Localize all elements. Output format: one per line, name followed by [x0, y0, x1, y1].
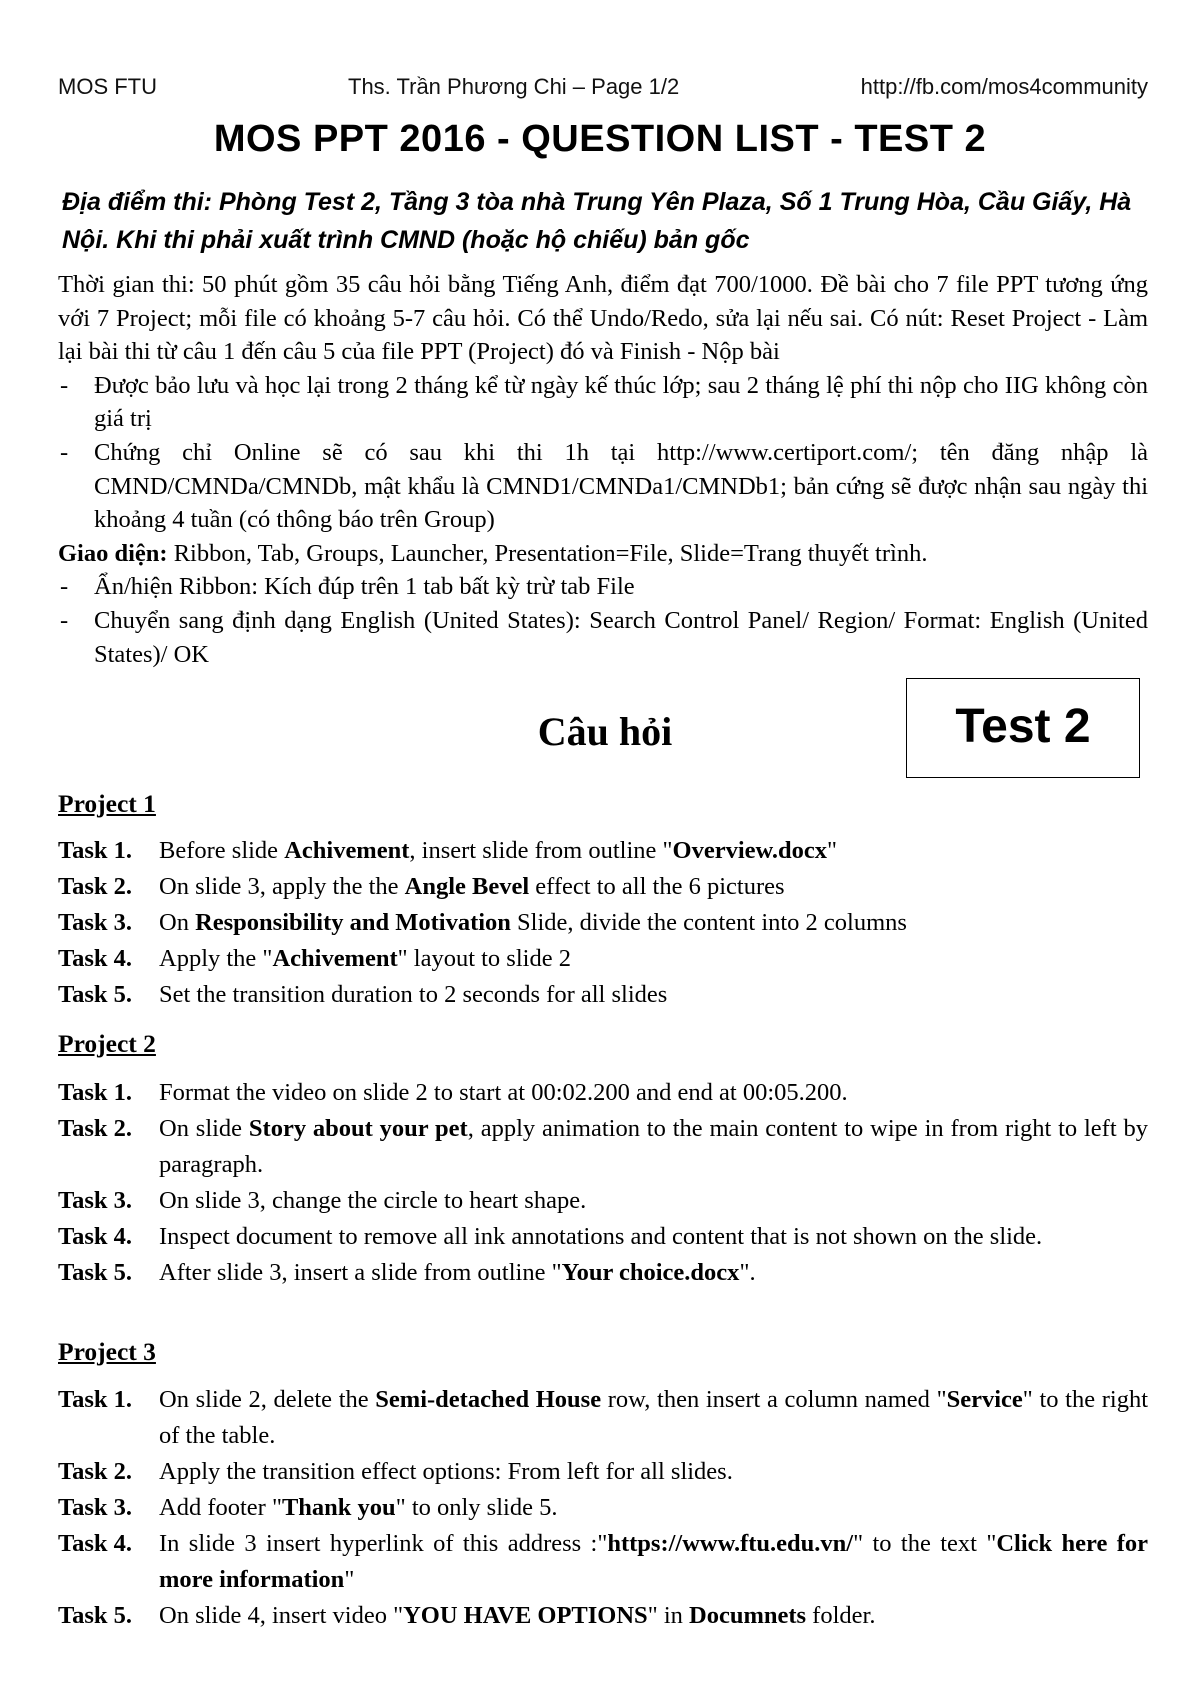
test-label-box: Test 2 [906, 678, 1140, 778]
task-text: In slide 3 insert hyperlink of this address :" [159, 1530, 608, 1557]
task-label: Task 3. [58, 1187, 133, 1214]
header-right: http://fb.com/mos4community [860, 74, 1148, 99]
task-item [58, 1183, 1148, 1219]
project-3 [58, 1334, 1148, 1634]
task-item [58, 869, 1148, 905]
task-item [58, 1382, 1148, 1454]
bullet-item: - Ẩn/hiện Ribbon: Kích đúp trên 1 tab bất kỳ trừ tab File [60, 573, 635, 601]
task-keyword: Click here for more information [159, 1530, 1148, 1593]
task-text: On slide 2, delete the [159, 1386, 376, 1413]
task-label: Task 5. [58, 1602, 133, 1629]
task-keyword: Thank you [281, 1494, 396, 1521]
task-item [58, 1598, 1148, 1634]
task-keyword: Service [946, 1386, 1023, 1413]
task-item [58, 1219, 1148, 1255]
task-text: Before slide [159, 837, 285, 864]
task-keyword: Semi-detached House [375, 1386, 602, 1413]
project-heading: Project 3 [58, 1337, 156, 1366]
bullet-item: - Được bảo lưu và học lại trong 2 tháng kể từ ngày kế thúc lớp; sau 2 tháng lệ phí thi nộp cho IIG không còn giá trị [60, 371, 1148, 433]
project-heading: Project 2 [58, 1029, 156, 1058]
task-text: On slide 3, apply the the [159, 873, 405, 900]
task-text: Add footer " [159, 1494, 282, 1521]
task-text: folder. [806, 1602, 876, 1629]
bullet-item: - Chuyển sang định dạng English (United States): Search Control Panel/ Region/ Format: English (United States)/ OK [60, 606, 1148, 668]
task-item [58, 1454, 1148, 1490]
task-text: " [826, 837, 837, 864]
task-item [58, 941, 1148, 977]
task-text: On slide [159, 1115, 249, 1142]
task-keyword: Angle Bevel [404, 873, 530, 900]
task-text: " [344, 1566, 355, 1593]
task-keyword: Achivement [272, 945, 398, 972]
task-label: Task 1. [58, 1079, 133, 1106]
task-text: row, then insert a column named " [601, 1386, 947, 1413]
task-label: Task 2. [58, 873, 133, 900]
task-label: Task 1. [58, 837, 133, 864]
task-item [58, 1526, 1148, 1598]
task-text: On slide 3, change the circle to heart shape. [159, 1187, 587, 1214]
task-text: " layout to slide 2 [397, 945, 571, 972]
task-item [58, 1075, 1148, 1111]
project-heading: Project 1 [58, 789, 156, 818]
section-heading: Câu hỏi [537, 709, 673, 754]
task-text: Apply the transition effect options: From left for all slides. [159, 1458, 733, 1485]
interface-line: Giao diện: Ribbon, Tab, Groups, Launcher, Presentation=File, Slide=Trang thuyết trình. [58, 539, 928, 567]
document-title: MOS PPT 2016 - QUESTION LIST - TEST 2 [213, 118, 987, 160]
task-label: Task 3. [58, 909, 133, 936]
task-item [58, 1111, 1148, 1183]
project-2 [58, 1026, 1148, 1291]
task-label: Task 5. [58, 1259, 133, 1286]
interface-label: Giao diện: [58, 539, 168, 567]
task-keyword: Overview.docx [672, 837, 827, 864]
task-label: Task 2. [58, 1115, 133, 1142]
task-text: Format the video on slide 2 to start at 00:02.200 and end at 00:05.200. [159, 1079, 848, 1106]
task-item [58, 1490, 1148, 1526]
page-header [58, 74, 1148, 104]
task-text: effect to all the 6 pictures [529, 873, 785, 900]
intro-paragraph: Thời gian thi: 50 phút gồm 35 câu hỏi bằng Tiếng Anh, điểm đạt 700/1000. Đề bài cho 7 file PPT tương ứng với 7 Project; mỗi file có khoảng 5-7 câu hỏi. Có thể Undo/Redo, sửa lại nếu sai. Có nút: Reset Project - Làm lại bài thi từ câu 1 đến câu 5 của file PPT (Project) đó và Finish - Nộp bài [58, 271, 1148, 366]
task-keyword: YOU HAVE OPTIONS [403, 1602, 648, 1629]
task-keyword: Documnets [689, 1602, 807, 1629]
task-keyword: Your choice.docx [561, 1259, 740, 1286]
bullet-item: - Chứng chỉ Online sẽ có sau khi thi 1h tại http://www.certiport.com/; tên đăng nhập là CMND/CMNDa/CMNDb, mật khẩu là CMND1/CMNDa1/CMNDb1; bản cứng sẽ được nhận sau ngày thi khoảng 4 tuần (có thông báo trên Group) [60, 438, 1148, 534]
task-text: ". [739, 1259, 756, 1286]
task-text: Inspect document to remove all ink annotations and content that is not shown on the slide. [159, 1223, 1043, 1250]
task-text: " in [647, 1602, 689, 1629]
task-text: , apply animation to the main content to wipe in from right to left by paragraph. [159, 1115, 1148, 1178]
project-1 [58, 786, 1148, 1013]
task-keyword: Story about your pet [248, 1115, 468, 1142]
task-text: Slide, divide the content into 2 columns [510, 909, 907, 936]
task-item [58, 833, 1148, 869]
task-label: Task 4. [58, 1530, 133, 1557]
task-text: , insert slide from outline " [409, 837, 673, 864]
task-label: Task 5. [58, 981, 133, 1008]
task-keyword: https://www.ftu.edu.vn/ [607, 1530, 854, 1557]
task-text: On slide 4, insert video " [159, 1602, 404, 1629]
task-label: Task 4. [58, 945, 133, 972]
task-item [58, 1255, 1148, 1291]
task-label: Task 1. [58, 1386, 133, 1413]
exam-location: Địa điểm thi: Phòng Test 2, Tầng 3 tòa nhà Trung Yên Plaza, Số 1 Trung Hòa, Cầu Giấy, Hà Nội. Khi thi phải xuất trình CMND (hoặc hộ chiếu) bản gốc [62, 188, 1132, 254]
task-text: " to only slide 5. [395, 1494, 558, 1521]
task-label: Task 3. [58, 1494, 133, 1521]
task-item [58, 905, 1148, 941]
task-label: Task 2. [58, 1458, 133, 1485]
task-text: Apply the " [159, 945, 273, 972]
task-label: Task 4. [58, 1223, 133, 1250]
header-center: Ths. Trần Phương Chi – Page 1/2 [348, 74, 680, 99]
task-text: After slide 3, insert a slide from outline " [159, 1259, 562, 1286]
task-keyword: Responsibility and Motivation [195, 909, 511, 936]
task-text: " to the text " [853, 1530, 997, 1557]
task-text: " to the right of the table. [159, 1386, 1149, 1449]
task-text: On [159, 909, 196, 936]
task-text: Set the transition duration to 2 seconds for all slides [159, 981, 668, 1008]
task-item [58, 977, 1148, 1013]
exam-info [58, 268, 1148, 671]
task-keyword: Achivement [284, 837, 410, 864]
header-left: MOS FTU [58, 74, 157, 99]
